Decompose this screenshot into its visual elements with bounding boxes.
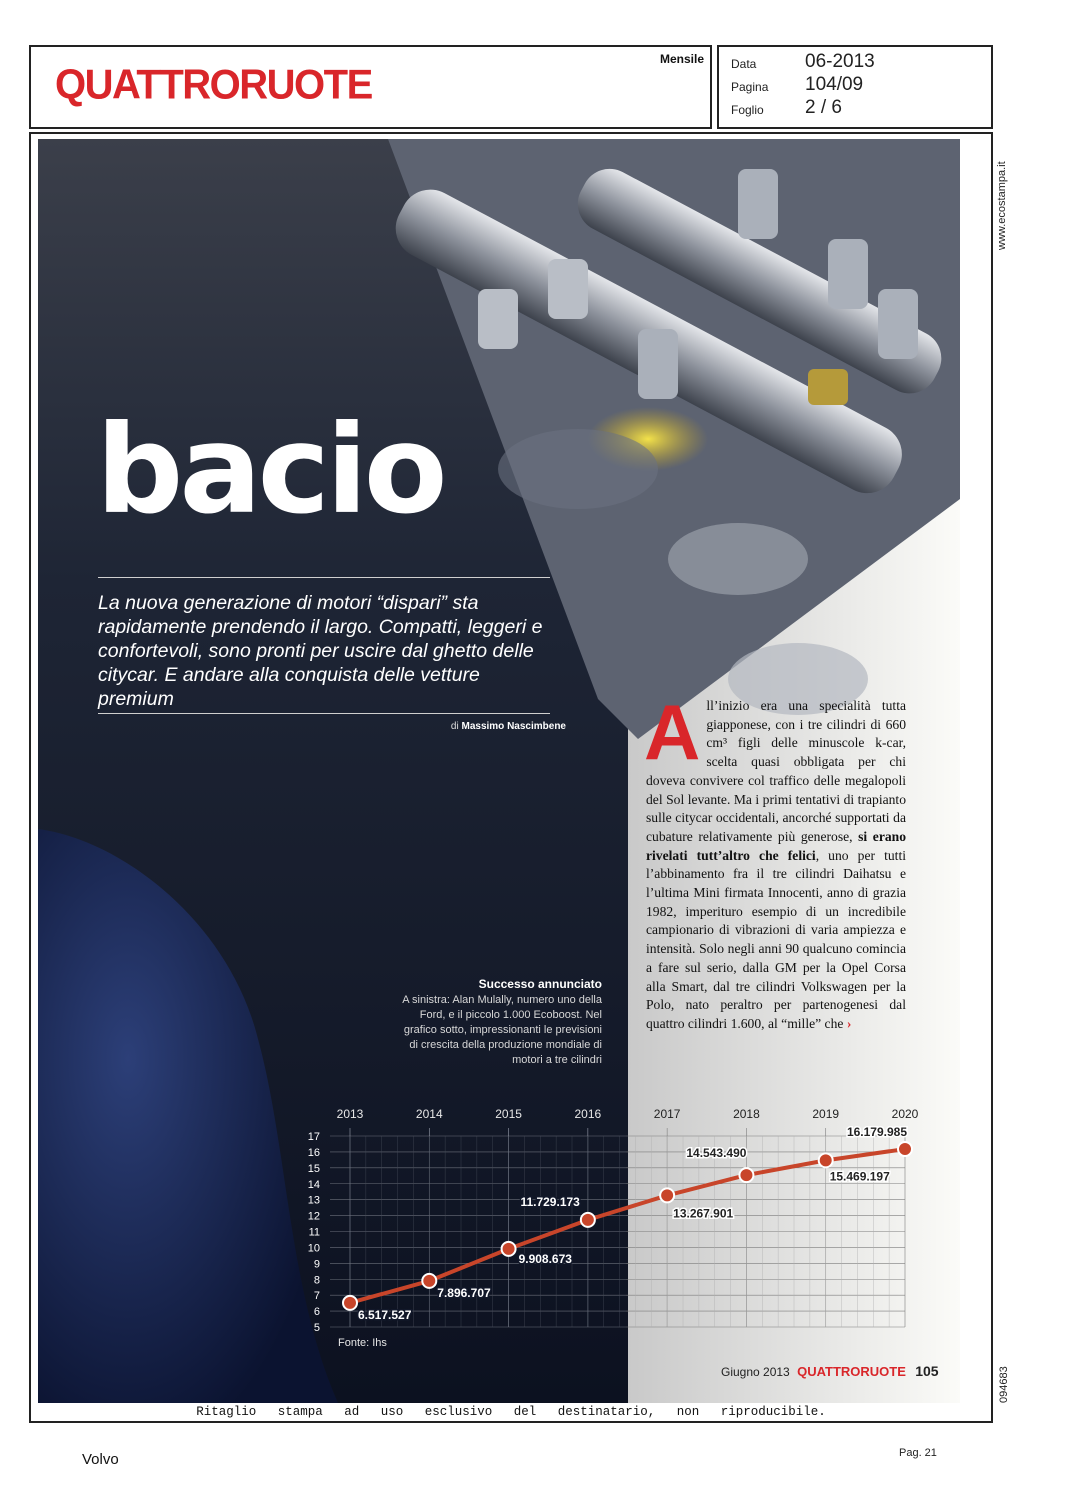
y-tick-label: 8 bbox=[313, 1274, 320, 1287]
frequency-label: Mensile bbox=[659, 52, 704, 66]
data-point bbox=[502, 1242, 516, 1256]
caption-title: Successo annunciato bbox=[478, 977, 602, 991]
sheet-label: Foglio bbox=[731, 103, 764, 117]
data-label: 9.908.673 bbox=[518, 1251, 572, 1266]
page-label: Pagina bbox=[731, 80, 769, 94]
data-point bbox=[898, 1142, 912, 1156]
x-tick-label: 2016 bbox=[574, 1107, 602, 1121]
x-tick-label: 2017 bbox=[653, 1107, 681, 1121]
y-tick-label: 9 bbox=[313, 1258, 320, 1271]
body-text-2: , uno per tutti l’abbinamento fra il tre cilindri Daihatsu e l’ultima Mini firmata Innocenti, anno di grazia 1982, imperituro esempio di un incredibile campionario di vibrazioni di varia ampiezza e intensità. Solo negli anni 90 qualcuno comincia a fare sul serio, dalla GM per la Opel Corsa alla Smart, dal tre cilindri Volkswagen per la Polo, nato peraltro per partenogenesi dal quattro cilindri 1.600, al “mille” che bbox=[646, 847, 906, 1031]
data-point bbox=[422, 1274, 436, 1288]
copyright-notice: Ritaglio stampa ad uso esclusivo del destinatario, non riproducibile. bbox=[196, 1405, 826, 1419]
clipping-header-left bbox=[29, 45, 712, 129]
y-tick-label: 17 bbox=[307, 1131, 320, 1143]
y-tick-label: 7 bbox=[313, 1290, 320, 1303]
x-tick-label: 2019 bbox=[812, 1107, 840, 1121]
side-website: www.ecostampa.it bbox=[996, 161, 1008, 250]
data-label: 6.517.527 bbox=[358, 1307, 412, 1322]
sheet-row bbox=[731, 97, 842, 118]
client-name: Volvo bbox=[82, 1451, 119, 1468]
y-tick-label: 16 bbox=[307, 1146, 320, 1159]
y-tick-label: 11 bbox=[308, 1226, 320, 1239]
side-code: 094683 bbox=[998, 1366, 1010, 1403]
production-chart bbox=[38, 139, 960, 1403]
body-text-bold: si erano rivelati tutt’altro che felici bbox=[646, 828, 907, 863]
page-number: Pag. 21 bbox=[899, 1447, 937, 1459]
page-row bbox=[731, 74, 864, 95]
data-label: 11.729.173 bbox=[520, 1194, 580, 1209]
clipping-header-meta bbox=[717, 45, 993, 129]
data-point bbox=[739, 1168, 753, 1182]
issue-date: Giugno 2013 bbox=[721, 1365, 790, 1379]
chart-source: Fonte: Ihs bbox=[338, 1337, 387, 1349]
data-label: 16.179.985 bbox=[846, 1125, 907, 1140]
drop-cap: A bbox=[644, 688, 701, 776]
x-tick-label: 2013 bbox=[336, 1107, 364, 1121]
byline-prefix: di bbox=[450, 721, 459, 732]
magazine-footer bbox=[721, 1363, 939, 1379]
magazine-page bbox=[38, 139, 960, 1403]
x-tick-label: 2015 bbox=[495, 1107, 522, 1121]
data-point bbox=[343, 1296, 357, 1310]
y-tick-label: 5 bbox=[313, 1322, 320, 1334]
chart-x-axis bbox=[337, 1107, 919, 1121]
y-tick-label: 13 bbox=[307, 1194, 320, 1207]
date-label: Data bbox=[731, 57, 757, 71]
chart-points bbox=[343, 1142, 912, 1310]
y-tick-label: 14 bbox=[307, 1178, 320, 1191]
data-point bbox=[819, 1153, 833, 1167]
y-tick-label: 6 bbox=[313, 1306, 320, 1319]
subtitle: La nuova generazione di motori “dispari” sta rapidamente prendendo il largo. Compatti, leggeri e confortevoli, sono pronti per uscire dal ghetto delle citycar. E andare alla conquista delle vetture premium bbox=[98, 592, 543, 710]
data-label: 7.896.707 bbox=[437, 1285, 491, 1300]
y-tick-label: 10 bbox=[307, 1242, 320, 1255]
data-label: 15.469.197 bbox=[829, 1169, 890, 1184]
x-tick-label: 2014 bbox=[415, 1107, 443, 1121]
footer-logo: QUATTRORUOTE bbox=[797, 1364, 906, 1379]
date-row bbox=[731, 51, 875, 72]
caption-text: A sinistra: Alan Mulally, numero uno della Ford, e il piccolo 1.000 Ecoboost. Nel grafico sotto, impressionanti le previsioni di crescita della produzione mondiale di motori a tre cilindri bbox=[402, 994, 602, 1066]
y-tick-label: 12 bbox=[307, 1210, 320, 1223]
author-name: Massimo Nascimbene bbox=[461, 721, 566, 732]
continue-arrow-icon: › bbox=[846, 1015, 852, 1031]
x-tick-label: 2020 bbox=[891, 1107, 919, 1121]
data-point bbox=[660, 1188, 674, 1202]
publication-logo: QUATTRORUOTE bbox=[55, 61, 372, 109]
x-tick-label: 2018 bbox=[733, 1107, 760, 1121]
body-text-1: ll’inizio era una specialità tutta giapponese, con i tre cilindri di 660 cm³ figli delle minuscole k-car, scelta quasi obbligata per chi doveva convivere col traffico delle megalopoli del Sol levante. Ma i primi tentativi di trapianto sulle citycar occidentali, ancorché supportati da cubature relativamente più generose, bbox=[646, 698, 906, 844]
data-label: 14.543.490 bbox=[686, 1146, 747, 1161]
headline: bacio bbox=[96, 399, 444, 541]
y-tick-label: 15 bbox=[307, 1162, 320, 1175]
date-value: 06-2013 bbox=[805, 51, 875, 72]
chart-y-axis bbox=[308, 1131, 320, 1334]
page-value: 104/09 bbox=[805, 74, 864, 95]
magazine-page-number: 105 bbox=[915, 1363, 939, 1379]
data-label: 13.267.901 bbox=[673, 1206, 734, 1221]
data-point bbox=[581, 1213, 595, 1227]
sheet-value: 2 / 6 bbox=[805, 97, 842, 118]
